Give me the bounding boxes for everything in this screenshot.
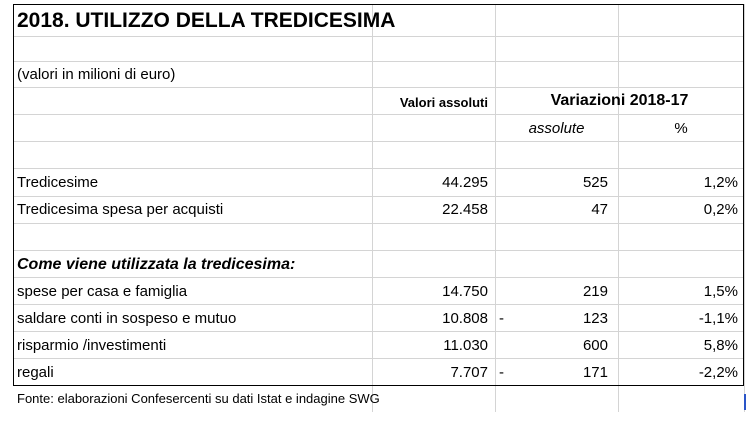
grid-vline	[744, 4, 745, 412]
row-pct: 1,2%	[703, 174, 738, 191]
row-abs: 47	[591, 201, 608, 218]
row-label: saldare conti in sospeso e mutuo	[17, 310, 237, 327]
cell-cursor	[744, 394, 746, 410]
row-abs: 525	[582, 174, 608, 191]
header-absolute-values: Valori assoluti	[399, 95, 488, 110]
row-label: spese per casa e famiglia	[17, 283, 188, 300]
row-label: risparmio /investimenti	[17, 337, 167, 354]
row-abs: 123	[582, 310, 608, 327]
row-value: 10.808	[442, 310, 488, 327]
header-variations: Variazioni 2018-17	[550, 92, 689, 109]
row-pct: -2,2%	[698, 364, 738, 381]
header-sub-absolute: assolute	[528, 120, 585, 137]
source-note: Fonte: elaborazioni Confesercenti su dati Istat e indagine SWG	[17, 391, 380, 406]
row-sign: -	[499, 310, 504, 327]
row-label: regali	[17, 364, 54, 381]
header-sub-percent: %	[674, 120, 688, 137]
page-title: 2018. UTILIZZO DELLA TREDICESIMA	[17, 9, 396, 32]
row-value: 7.707	[450, 364, 488, 381]
row-abs: 171	[582, 364, 608, 381]
row-pct: 5,8%	[703, 337, 738, 354]
row-pct: 0,2%	[703, 201, 738, 218]
row-value: 44.295	[442, 174, 488, 191]
row-value: 11.030	[443, 337, 488, 354]
table-frame	[13, 4, 744, 386]
row-label: Tredicesima spesa per acquisti	[17, 201, 224, 218]
row-sign: -	[499, 364, 504, 381]
row-pct: -1,1%	[698, 310, 738, 327]
row-value: 14.750	[442, 283, 488, 300]
row-abs: 219	[582, 283, 608, 300]
row-pct: 1,5%	[703, 283, 738, 300]
unit-note: (valori in milioni di euro)	[17, 66, 176, 83]
row-value: 22.458	[442, 201, 488, 218]
row-label: Tredicesime	[17, 174, 99, 191]
row-abs: 600	[582, 337, 608, 354]
section-title: Come viene utilizzata la tredicesima:	[17, 256, 296, 273]
